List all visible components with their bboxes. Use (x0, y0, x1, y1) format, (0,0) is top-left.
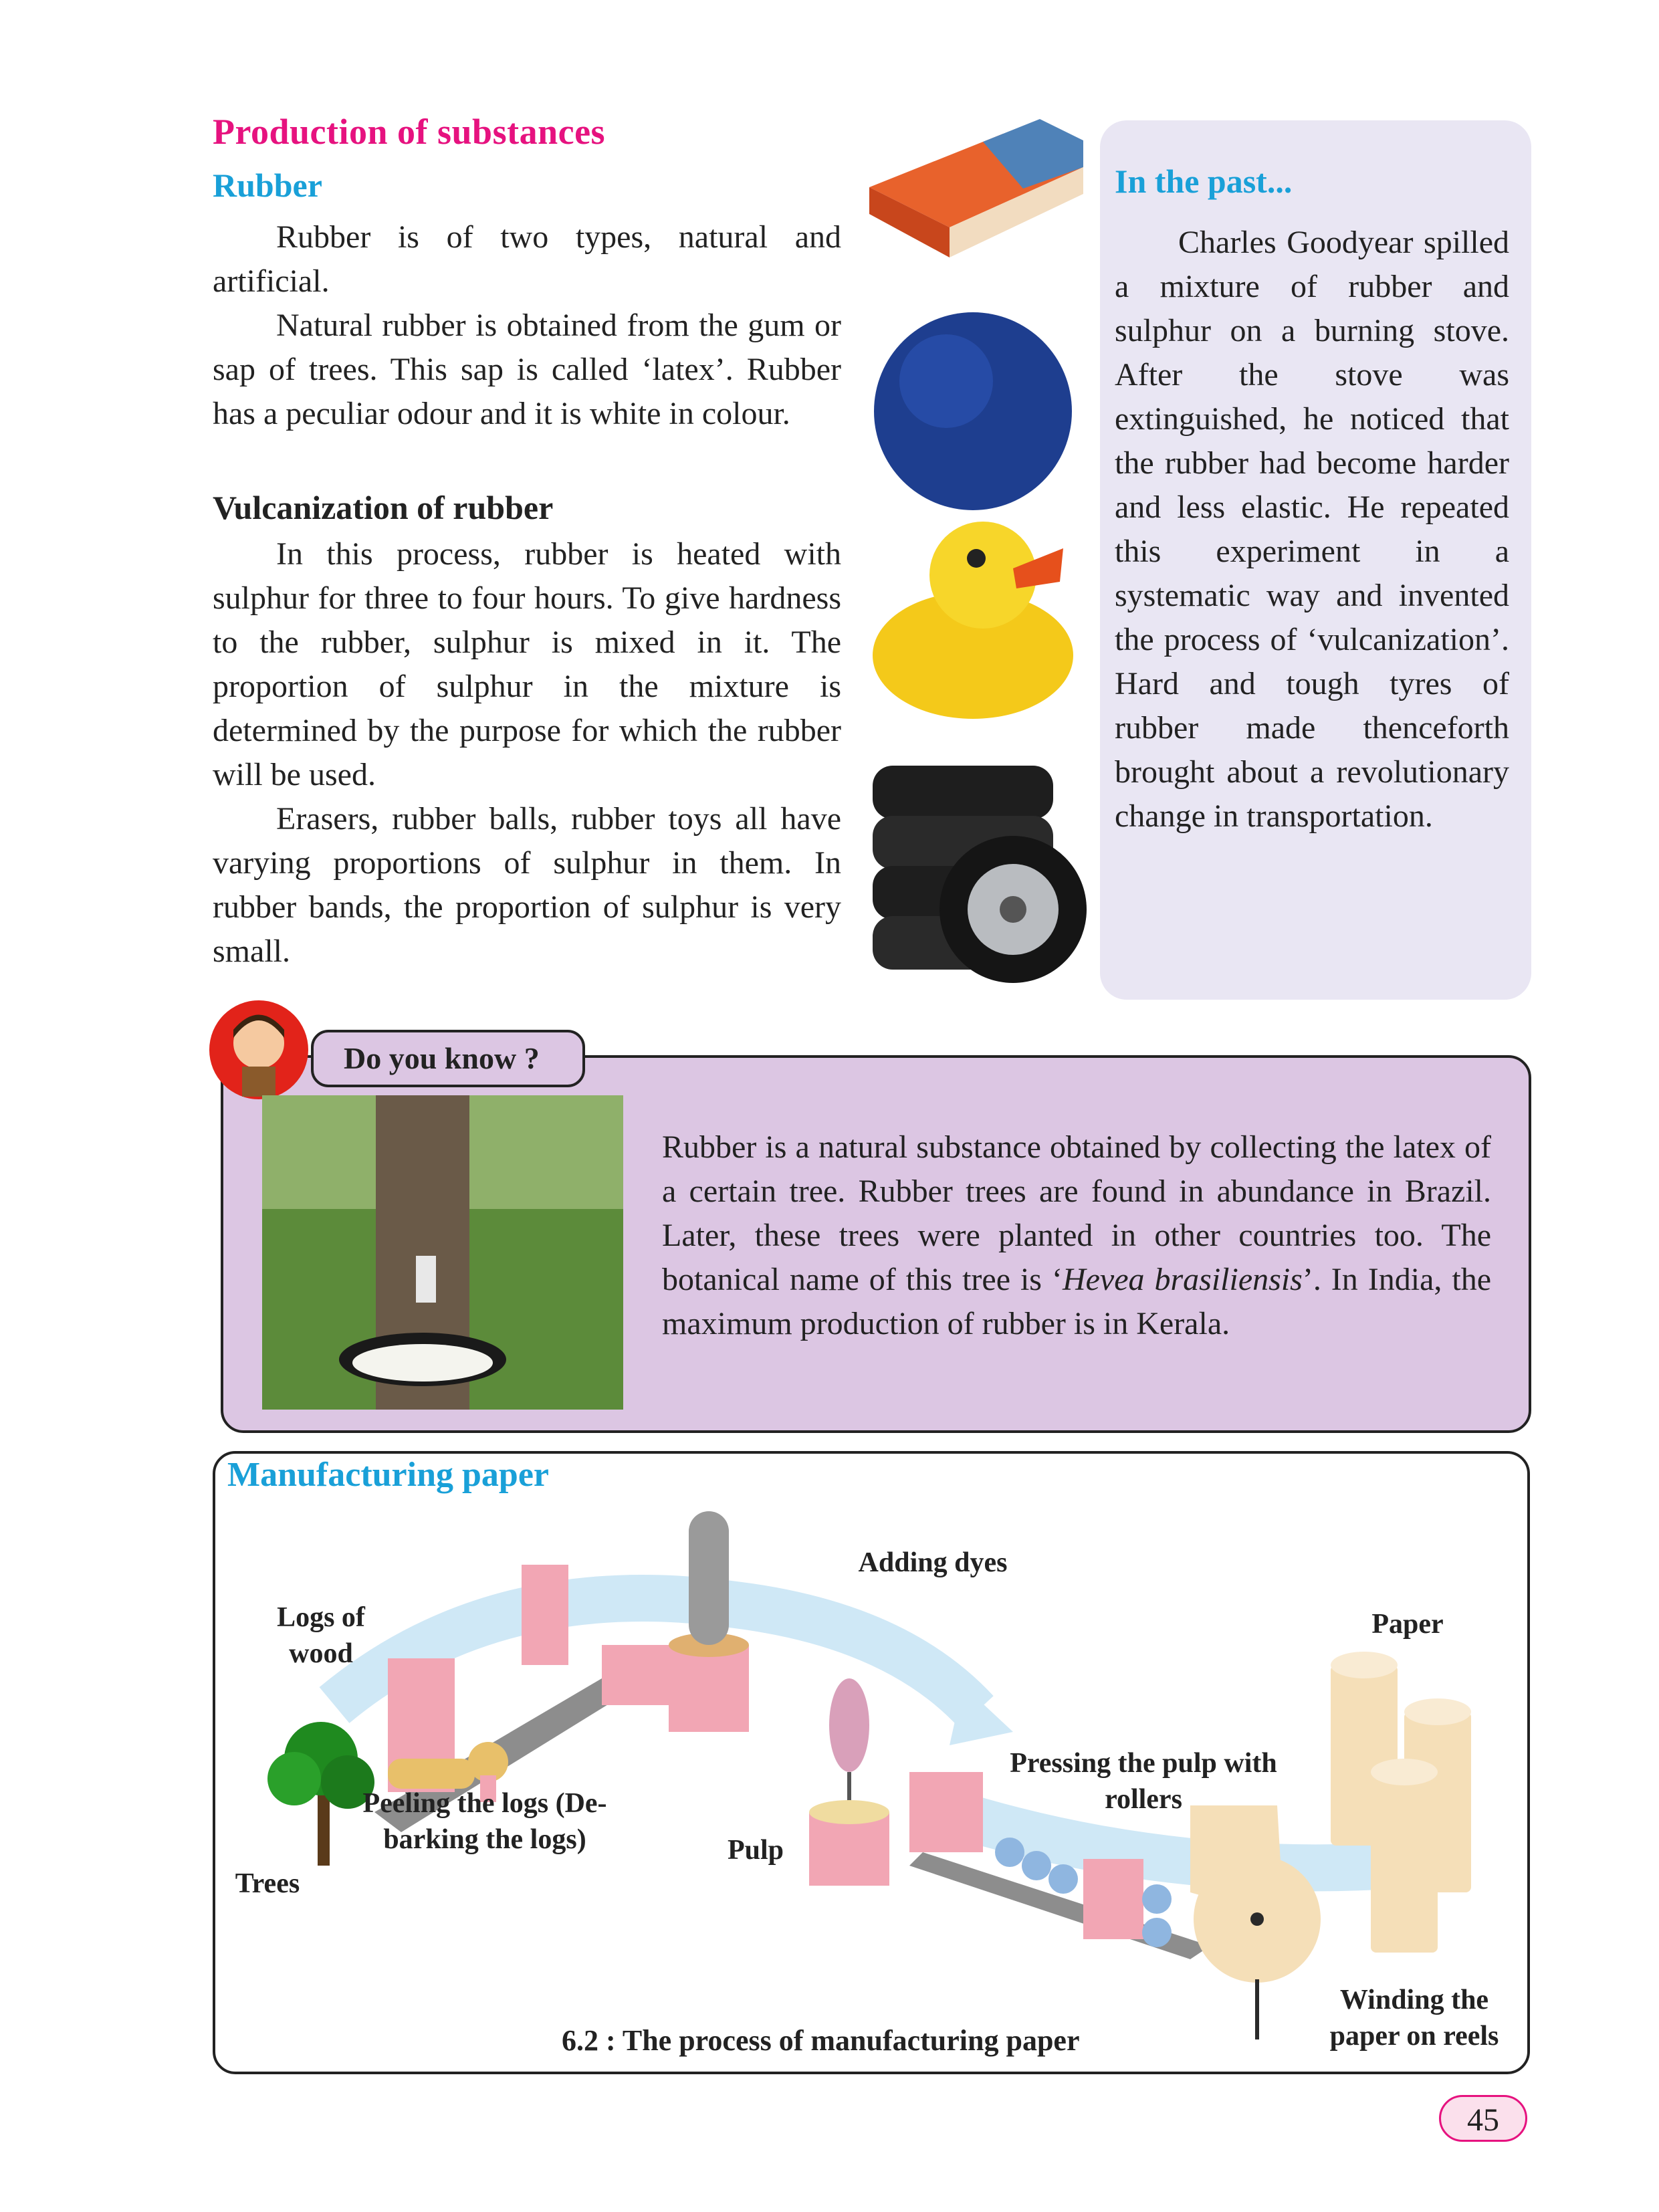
rubber-para-2: Natural rubber is obtained from the gum or sap of trees. This sap is called ‘latex’. Rubber has a peculiar odour and it is white in colour. (213, 308, 841, 431)
in-the-past-text (1115, 221, 1509, 839)
dyk-text-before: Rubber is a natural substance obtained by collecting the latex of a certain tree. Rubber trees are found in abundance in Brazil. Later, these trees were planted in other countries too. The botanical name of this tree is ‘ (662, 1129, 1491, 1297)
do-you-know-text (662, 1125, 1491, 1346)
in-the-past-paragraph: Charles Goodyear spilled a mixture of rubber and sulphur on a burning stove. After the stove was extinguished, he noticed that the rubber had become harder and less elastic. He repeated this experiment in a systematic way and invented the process of ‘vulcanization’. Hard and tough tyres of rubber made thenceforth brought about a revolutionary change in transportation. (1115, 225, 1509, 834)
tyres-image (873, 766, 1087, 983)
rubber-duck-image (873, 522, 1073, 719)
section-title: Production of substances (213, 112, 606, 152)
page-number: 45 (1439, 2095, 1527, 2142)
manufacturing-paper-title: Manufacturing paper (227, 1456, 549, 1494)
figure-caption: 6.2 : The process of manufacturing paper (562, 2024, 1080, 2057)
rubber-products-illustrations (863, 114, 1090, 1003)
label-peeling: Peeling the logs (De-barking the logs) (362, 1788, 607, 1855)
vulcanization-heading: Vulcanization of rubber (213, 489, 554, 526)
label-trees: Trees (235, 1868, 300, 1899)
winding-reel-icon (1190, 1805, 1321, 2039)
rubber-paragraphs (213, 215, 841, 436)
label-paper: Paper (1371, 1609, 1444, 1640)
do-you-know-tab: Do you know ? (311, 1030, 585, 1087)
label-pressing: Pressing the pulp with rollers (1010, 1748, 1277, 1815)
in-the-past-title: In the past... (1115, 162, 1293, 200)
label-adding-dyes: Adding dyes (858, 1547, 1008, 1578)
vulcanization-para-2: Erasers, rubber balls, rubber toys all have varying proportions of sulphur in them. In rubber bands, the proportion of sulphur is very small. (213, 801, 841, 969)
eraser-image (869, 119, 1083, 257)
rubber-para-1: Rubber is of two types, natural and artificial. (213, 219, 841, 299)
rubber-heading: Rubber (213, 167, 322, 204)
botanical-name: Hevea brasiliensis (1062, 1262, 1303, 1297)
rubber-tree-tapping-photo (262, 1095, 623, 1410)
tree-icon (267, 1722, 374, 1866)
ball-image (874, 312, 1072, 510)
vulcanization-para-1: In this process, rubber is heated with sulphur for three to four hours. To give hardness to the rubber, sulphur is mixed in it. The proportion of sulphur in the mixture is determined by the purpose for which the rubber will be used. (213, 536, 841, 792)
paper-rolls-icon (1331, 1652, 1471, 1953)
label-logs: Logs of wood (277, 1602, 365, 1669)
dyk-text-after: ’. In India, the maximum production of rubber is in Kerala. (662, 1262, 1491, 1341)
label-pulp: Pulp (727, 1835, 784, 1866)
girl-avatar-icon (209, 996, 309, 1103)
vulcanization-paragraphs (213, 532, 841, 974)
mixer-icon (809, 1678, 889, 1886)
label-winding: Winding the paper on reels (1329, 1985, 1499, 2052)
